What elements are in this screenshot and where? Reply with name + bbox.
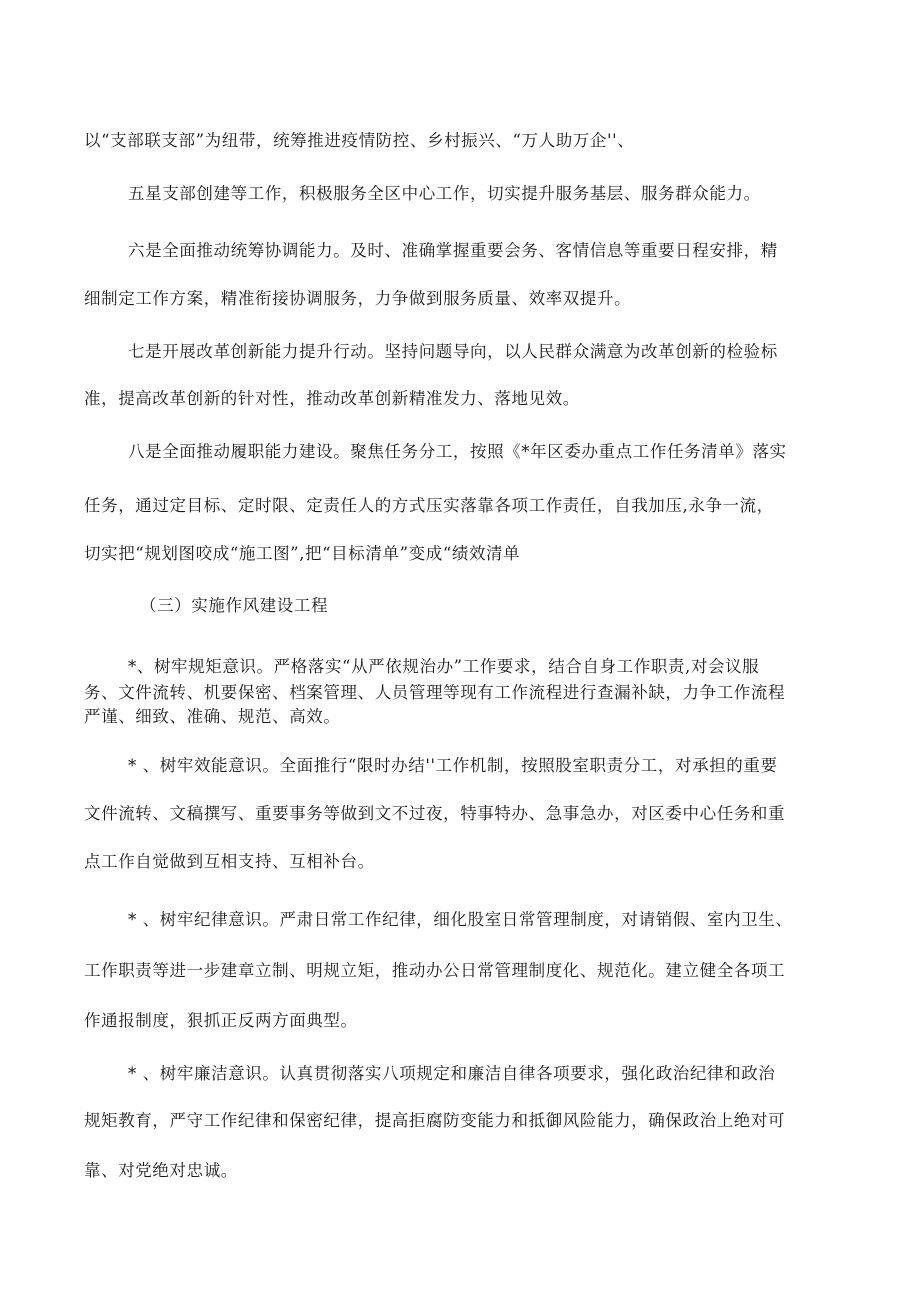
text-line-12: 务、文件流转、机要保密、档案管理、人员管理等现有工作流程进行查漏补缺，力争工作流程 [84,683,786,702]
text-line-20: * 、树牢廉洁意识。认真贯彻落实八项规定和廉洁自律各项要求，强化政治纪律和政治 [128,1064,776,1083]
text-line-19: 作通报制度，狠抓正反两方面典型。 [84,1011,358,1030]
text-line-21: 规矩教育，严守工作纪律和保密纪律，提高拒腐防变能力和抵御风险能力，确保政治上绝对可 [84,1111,786,1130]
text-line-22: 靠、对党绝对忠诚。 [84,1161,238,1180]
text-line-16: 点工作自觉做到互相支持、互相补台。 [84,852,375,871]
text-line-4: 细制定工作方案，精准衔接协调服务，力争做到服务质量、效率双提升。 [84,289,632,308]
text-line-1: 以“支部联支部”为纽带，统筹推进疫情防控、乡村振兴、“万人助万企''、 [84,131,635,150]
text-line-17: * 、树牢纪律意识。严肃日常工作纪律，细化股室日常管理制度，对请销假、室内卫生、 [128,910,793,929]
section-heading: （三）实施作风建设工程 [140,596,329,615]
text-line-7: 八是全面推动履职能力建设。聚焦任务分工，按照《*年区委办重点工作任务清单》落实 [128,442,787,461]
text-line-18: 工作职责等进一步建章立制、明规立矩，推动办公日常管理制度化、规范化。建立健全各项工 [84,961,786,980]
text-line-5: 七是开展改革创新能力提升行动。坚持问题导向，以人民群众满意为改革创新的检验标 [128,342,778,361]
text-line-15: 文件流转、文稿撰写、重要事务等做到文不过夜，特事特办、急事急办，对区委中心任务和重 [84,804,786,823]
text-line-8: 任务，通过定目标、定时限、定责任人的方式压实落靠各项工作责任，自我加压,永争一流， [84,496,774,515]
text-line-6: 准，提高改革创新的针对性，推动改革创新精准发力、落地见效。 [84,389,580,408]
text-line-2: 五星支部创建等工作，积极服务全区中心工作，切实提升服务基层、服务群众能力。 [128,184,761,203]
text-line-14: * 、树牢效能意识。全面推行“限时办结''工作机制，按照股室职责分工，对承担的重要 [128,756,778,775]
text-line-9: 切实把“规划图咬成“施工图”,把“目标清单”变成“绩效清单 [84,544,521,563]
text-line-3: 六是全面推动统筹协调能力。及时、准确掌握重要会务、客情信息等重要日程安排，精 [128,241,778,260]
text-line-13: 严谨、细致、准确、规范、高效。 [84,707,341,726]
text-line-11: *、树牢规矩意识。严格落实“从严依规治办”工作要求，结合自身工作职责,对会议服 [128,657,760,676]
